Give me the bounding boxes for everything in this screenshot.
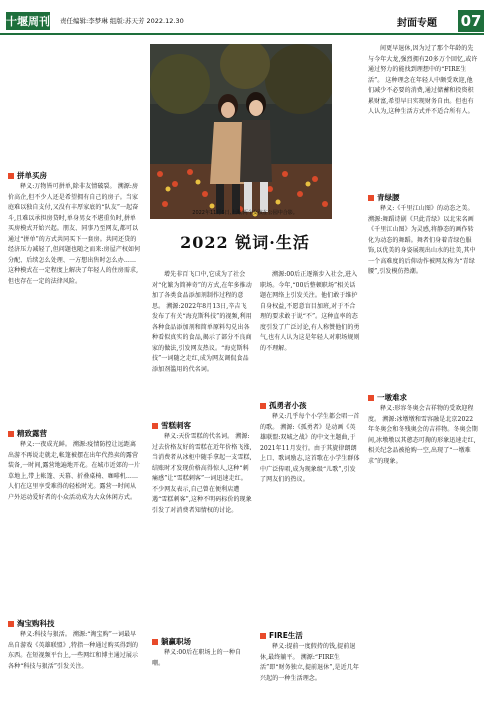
section-marker-icon (260, 633, 266, 639)
section-head-label: 拼单买房 (17, 171, 47, 180)
article-text-12 (368, 404, 478, 698)
article-text-4 (152, 270, 252, 410)
section-head-label: FIRE生活 (269, 631, 303, 640)
article-text-3 (8, 630, 142, 698)
article-paragraph: 间更早退休,因为过了那个年龄的先与今年大龙,强烈拥有20多万个回忆,或许通过努力的能找到理想中的“FIRE生活”。 这种理念在年轻人中颇受欢迎,他们减少不必要的消费,通过储蓄和投资积累财富,希望早日实现财务自由。但也有人认为,这种生活方式并不适合所有人。 (368, 45, 478, 115)
section-title: 封面专题 (397, 18, 437, 29)
article-paragraph: 溯源:00后正逐渐步入社会,进入职场。今年,“00后整顿职场”相关话题在网络上引发关注。他们敢于维护自身权益,不愿意盲目加班,对于不合理的要求敢于说“不”。这种直率的态度引发了广泛讨论,有人称赞他们的勇气,也有人认为这是年轻人对职场规则的不理解。 (260, 271, 360, 352)
section-marker-icon (260, 403, 266, 409)
section-marker-icon (8, 431, 14, 437)
section-head-label: 孤勇者小孩 (269, 401, 307, 410)
section-marker-icon (152, 423, 158, 429)
article-text-10 (368, 44, 478, 184)
article-text-2 (8, 440, 142, 615)
section-marker-icon (8, 621, 14, 627)
article-paragraph: 释义:一夜成光鲜。 溯源:疫情防控让远距离出游不再说走就走,帐篷被摆在出年代热卖的露营装备,一时间,露营地遍地开花。在城市近郊的一片草地上,带上帐篷、天幕、折叠桌椅、咖啡机……人们在这里享受难得的轻松时光。露营一时间从户外运动爱好者的小众活动成为大众休闲方式。 (8, 441, 141, 501)
article-paragraph: 释义:几乎每个小学生都会唱一首的歌。 溯源:《孤勇者》是动画《英雄联盟:双城之战》的中文主题曲,于2021年11月发行。由于其旋律朗朗上口、歌词励志,这首歌在小学生群体中广泛传唱,成为现象级“儿歌”,引发了网友们的热议。 (260, 413, 360, 483)
article-text-6 (152, 648, 252, 698)
section-marker-icon (8, 173, 14, 179)
article-paragraph: 释义:天价雪糕的代名词。 溯源:过去价格友好的雪糕在近年价格飞涨,当消费者从冰柜中随手拿起一支雪糕,结账时才发现价格高得惊人,这种“刺痛感”让“雪糕刺客”一词迅速走红。不少网友表示,自己曾在便利店遭遇“雪糕刺客”,这种不明码标价的现象引发了对消费者知情权的讨论。 (152, 433, 252, 514)
section-marker-icon (368, 395, 374, 401)
photo-caption: 2022年11月6日,上海,两个女孩在公园中合影。 (192, 210, 298, 216)
section-head-label: 淘宝购科技 (17, 619, 55, 628)
section-head-雪糕刺客 (152, 420, 191, 431)
section-head-一墩难求 (368, 392, 407, 403)
section-head-label: 一墩难求 (377, 393, 407, 402)
article-paragraph: 释义:万物皆可拼单,除非友情破裂。 溯源:房价高企,但不少人还是希望拥有自己的房子。当家庭难以独自支付,又没有丰厚家底的“队友”一起奋斗,且难以承担房贷时,单身男女不堪重负时,拼单买房模式开始兴起。朋友、同事乃至网友,都可以通过“拼单”的方式共同买下一套房。共同还贷的经济压力减轻了,但问题也随之而来:房屋产权如何分配、后续怎么处理、一方想出售时怎么办……这种模式在一定程度上解决了年轻人的住房需求,但也存在一定的法律风险。 (8, 183, 141, 285)
article-paragraph: 释义:00后在职场上的一种自嘲。 (152, 649, 242, 667)
article-paragraph: 释义:提前一度假持的钱,提前退休,最终躺平。 溯源:“FIRE生活”即“财务独立,提前退休”,是近几年兴起的一种生活理念。 (260, 643, 359, 682)
section-head-孤勇者小孩 (260, 400, 307, 411)
section-head-label: 躺赢职场 (161, 637, 191, 646)
article-paragraph: 释义:形容冬奥会吉祥物的受欢迎程度。 溯源:冰墩墩和雪容融是北京2022年冬奥会和冬残奥会的吉祥物。冬奥会期间,冰墩墩以其憨态可掬的形象迅速走红,相关纪念品被抢购一空,出现了“一墩难求”的现象。 (368, 405, 478, 465)
section-head-青绿腰 (368, 192, 400, 203)
section-marker-icon (152, 639, 158, 645)
section-head-精致露营 (8, 428, 47, 439)
article-paragraph: 释义:科技与狠活。 溯源:“淘宝购”一词最早出自游戏《英雄联盟》,特指一种通过购买得到的东西。在短视频平台上,一些网红和博主通过展示各种“科技与狠活”引发关注。 (8, 631, 139, 670)
article-text-5 (152, 432, 252, 630)
page-number: 07 (458, 10, 484, 32)
section-head-label: 雪糕刺客 (161, 421, 191, 430)
page-title: 2022 锐词·生活 (180, 233, 310, 252)
section-head-FIRE生活 (260, 630, 303, 641)
article-text-11 (368, 204, 478, 382)
article-text-9 (260, 642, 360, 698)
section-head-label: 青绿腰 (377, 193, 400, 202)
credits-line: 责任编辑:李梦琳 组版:苏天芳 2022.12.30 (60, 17, 184, 25)
article-text-1 (8, 182, 142, 414)
masthead-logo: 十堰周刊 (6, 12, 50, 30)
section-head-躺赢职场 (152, 636, 191, 647)
section-head-淘宝购科技 (8, 618, 55, 629)
article-paragraph: 释义:《千里江山图》的动态之美。 溯源:舞蹈诗剧《只此青绿》以北宋名画《千里江山图》为灵感,将静态的画作转化为动态的舞蹈。舞者们身着青绿色服饰,以优美的身姿展现出山水的壮美,其中一个高难度的后仰动作被网友称为“青绿腰”,引发模仿热潮。 (368, 205, 476, 275)
article-paragraph: 增先非百飞口中,它成为了社会对“化繁为简神奇”的方式,在年多推动加了各类食品添加剂制作过程的意思。 溯源:2022年8月13日,辛吉飞发布了有关“海克斯科技”的视频,利用各种食品添加剂和简单原料勾兑出各种看似真实的食品,揭示了部分不良商家的做法,引发网友热议。“海克斯科技”一词随之走红,成为网友调侃食品添加剂滥用的代名词。 (152, 271, 252, 373)
header-bar (0, 0, 484, 32)
photo-illustration (150, 44, 332, 219)
header-rule (0, 33, 484, 35)
cover-photo (150, 44, 332, 219)
section-marker-icon (368, 195, 374, 201)
section-head-label: 精致露营 (17, 429, 47, 438)
article-text-8 (260, 412, 360, 620)
article-text-7 (260, 270, 360, 398)
section-head-拼单买房 (8, 170, 47, 181)
